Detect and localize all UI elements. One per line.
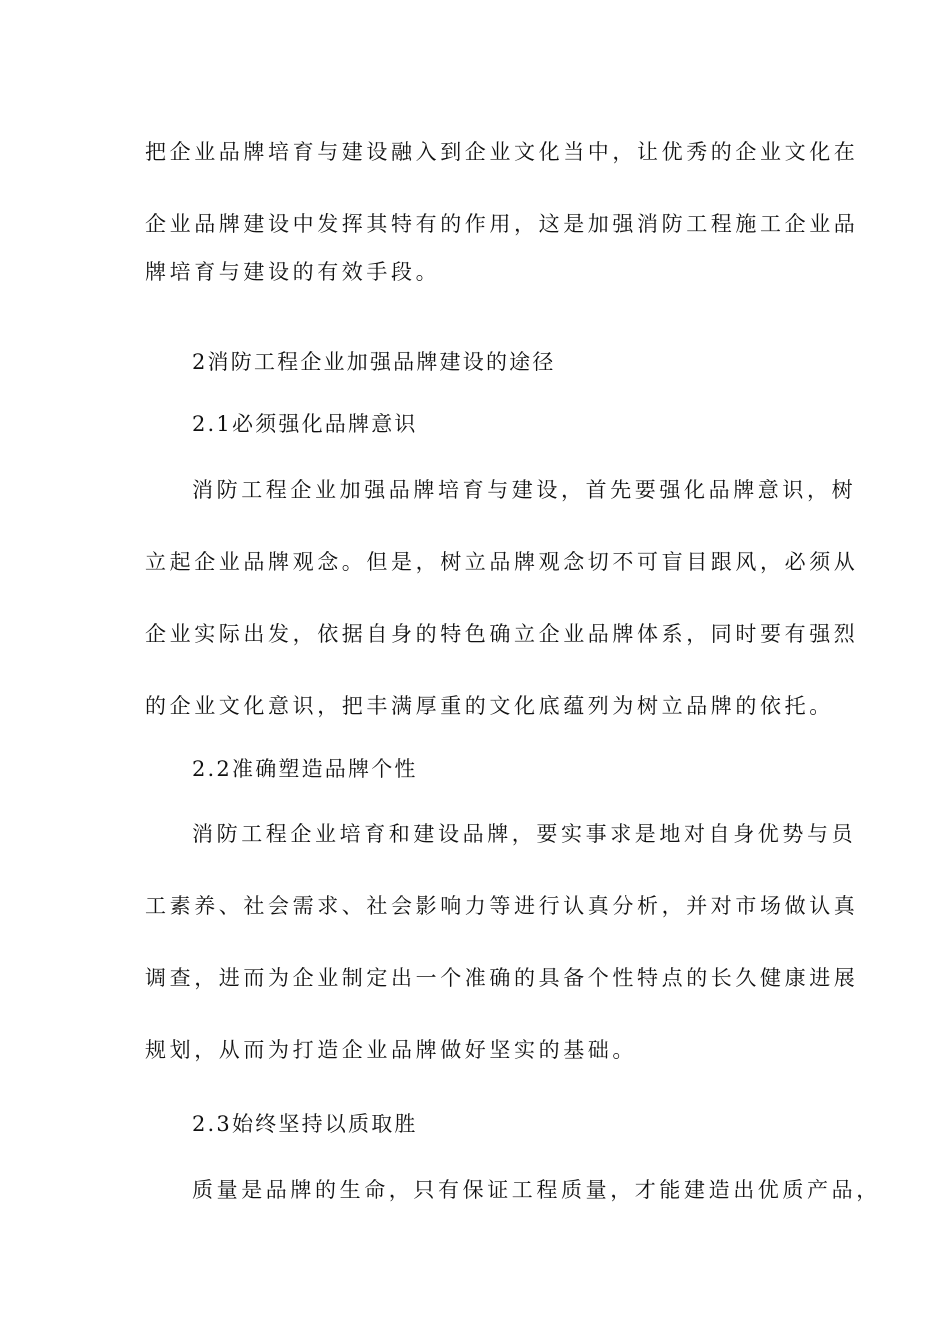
text-line: 的企业文化意识，把丰满厚重的文化底蕴列为树立品牌的依托。 <box>145 694 834 718</box>
text-line: 牌培育与建设的有效手段。 <box>145 260 441 284</box>
text-line: 把企业品牌培育与建设融入到企业文化当中，让优秀的企业文化在 <box>145 140 859 164</box>
subsection-heading: 2.3始终坚持以质取胜 <box>192 1112 418 1136</box>
section-heading: 2消防工程企业加强品牌建设的途径 <box>192 350 556 374</box>
text-line: 企业品牌建设中发挥其特有的作用，这是加强消防工程施工企业品 <box>145 212 859 236</box>
subsection-heading: 2.2准确塑造品牌个性 <box>192 757 418 781</box>
subsection-heading: 2.1必须强化品牌意识 <box>192 412 418 436</box>
text-line: 调查，进而为企业制定出一个准确的具备个性特点的长久健康进展 <box>145 966 859 990</box>
text-line: 消防工程企业培育和建设品牌，要实事求是地对自身优势与员 <box>192 822 857 846</box>
text-line: 规划，从而为打造企业品牌做好坚实的基础。 <box>145 1038 637 1062</box>
text-line: 工素养、社会需求、社会影响力等进行认真分析，并对市场做认真 <box>145 894 859 918</box>
text-line: 立起企业品牌观念。但是，树立品牌观念切不可盲目跟风，必须从 <box>145 550 859 574</box>
text-line: 质量是品牌的生命，只有保证工程质量，才能建造出优质产品， <box>192 1178 881 1202</box>
text-line: 企业实际出发，依据自身的特色确立企业品牌体系，同时要有强烈 <box>145 622 859 646</box>
text-line: 消防工程企业加强品牌培育与建设，首先要强化品牌意识，树 <box>192 478 857 502</box>
